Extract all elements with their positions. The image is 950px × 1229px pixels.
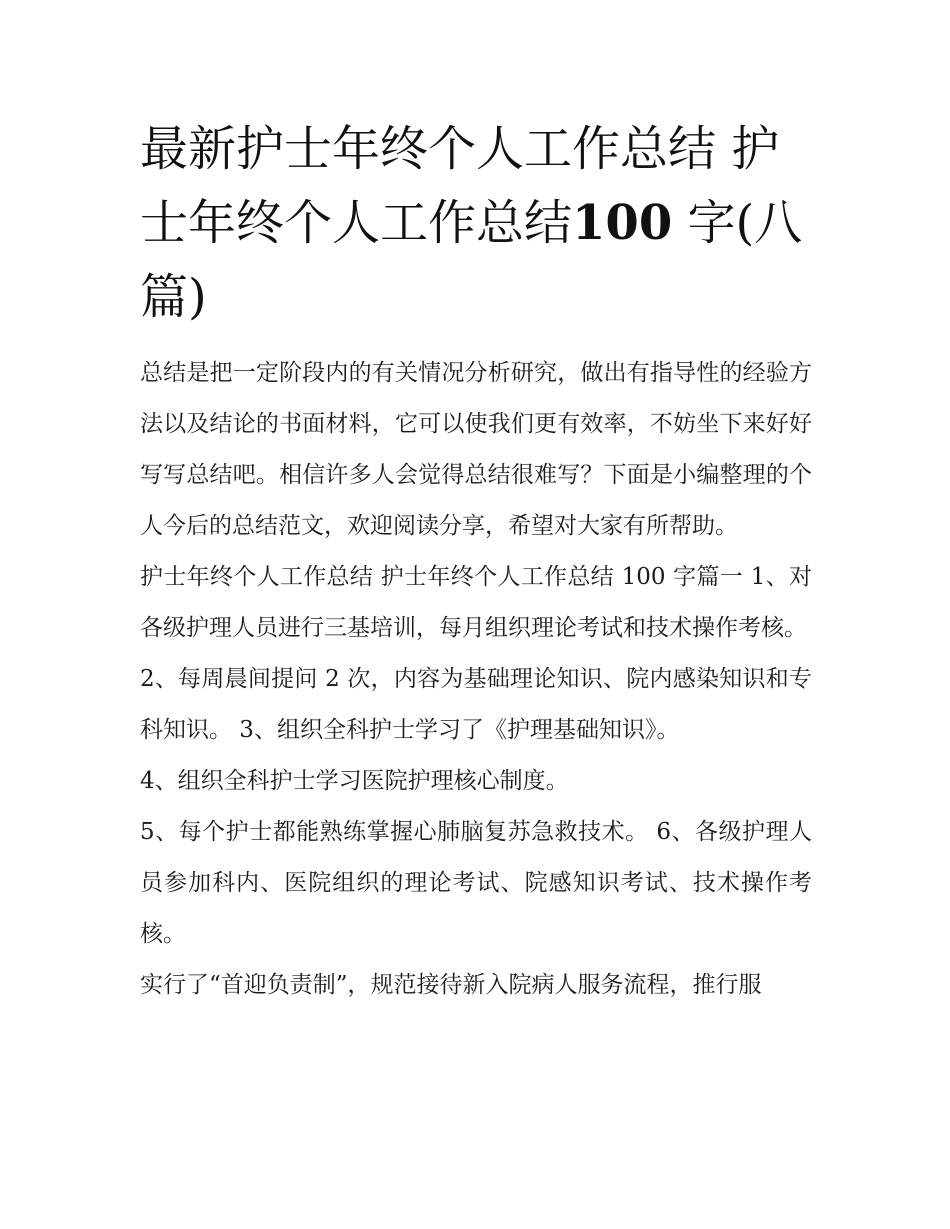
paragraph-item-5-6: 5、每个护士都能熟练掌握心肺脑复苏急救技术。 6、各级护理人员参加科内、医院组织的理论考试、院感知识考试、技术操作考核。: [140, 819, 812, 947]
title-text-number: 100: [572, 195, 673, 251]
paragraph-continuation: 实行了“首迎负责制”，规范接待新入院病人服务流程，推行服: [140, 972, 762, 998]
title-text-part2: 字(八篇): [140, 195, 803, 325]
paragraph-item-4: 4、组织全科护士学习医院护理核心制度。: [140, 768, 569, 794]
paragraph-item-2-3: 2、每周晨间提问 2 次，内容为基础理论知识、院内感染知识和专科知识。 3、组织全科护士学习了《护理基础知识》。: [140, 666, 812, 743]
title-text-part1: 最新护士年终个人工作总结 护士年终个人工作总结: [140, 121, 780, 251]
document-body: [140, 348, 812, 1011]
paragraph-intro: 总结是把一定阶段内的有关情况分析研究，做出有指导性的经验方法以及结论的书面材料，它可以使我们更有效率，不妨坐下来好好写写总结吧。相信许多人会觉得总结很难写？下面是小编整理的个人今后的总结范文，欢迎阅读分享，希望对大家有所帮助。: [140, 360, 812, 539]
document-page: [140, 112, 812, 1011]
document-title: [140, 112, 812, 334]
paragraph-item-1: 护士年终个人工作总结 护士年终个人工作总结 100 字篇一 1、对各级护理人员进行三基培训，每月组织理论考试和技术操作考核。: [140, 564, 812, 641]
